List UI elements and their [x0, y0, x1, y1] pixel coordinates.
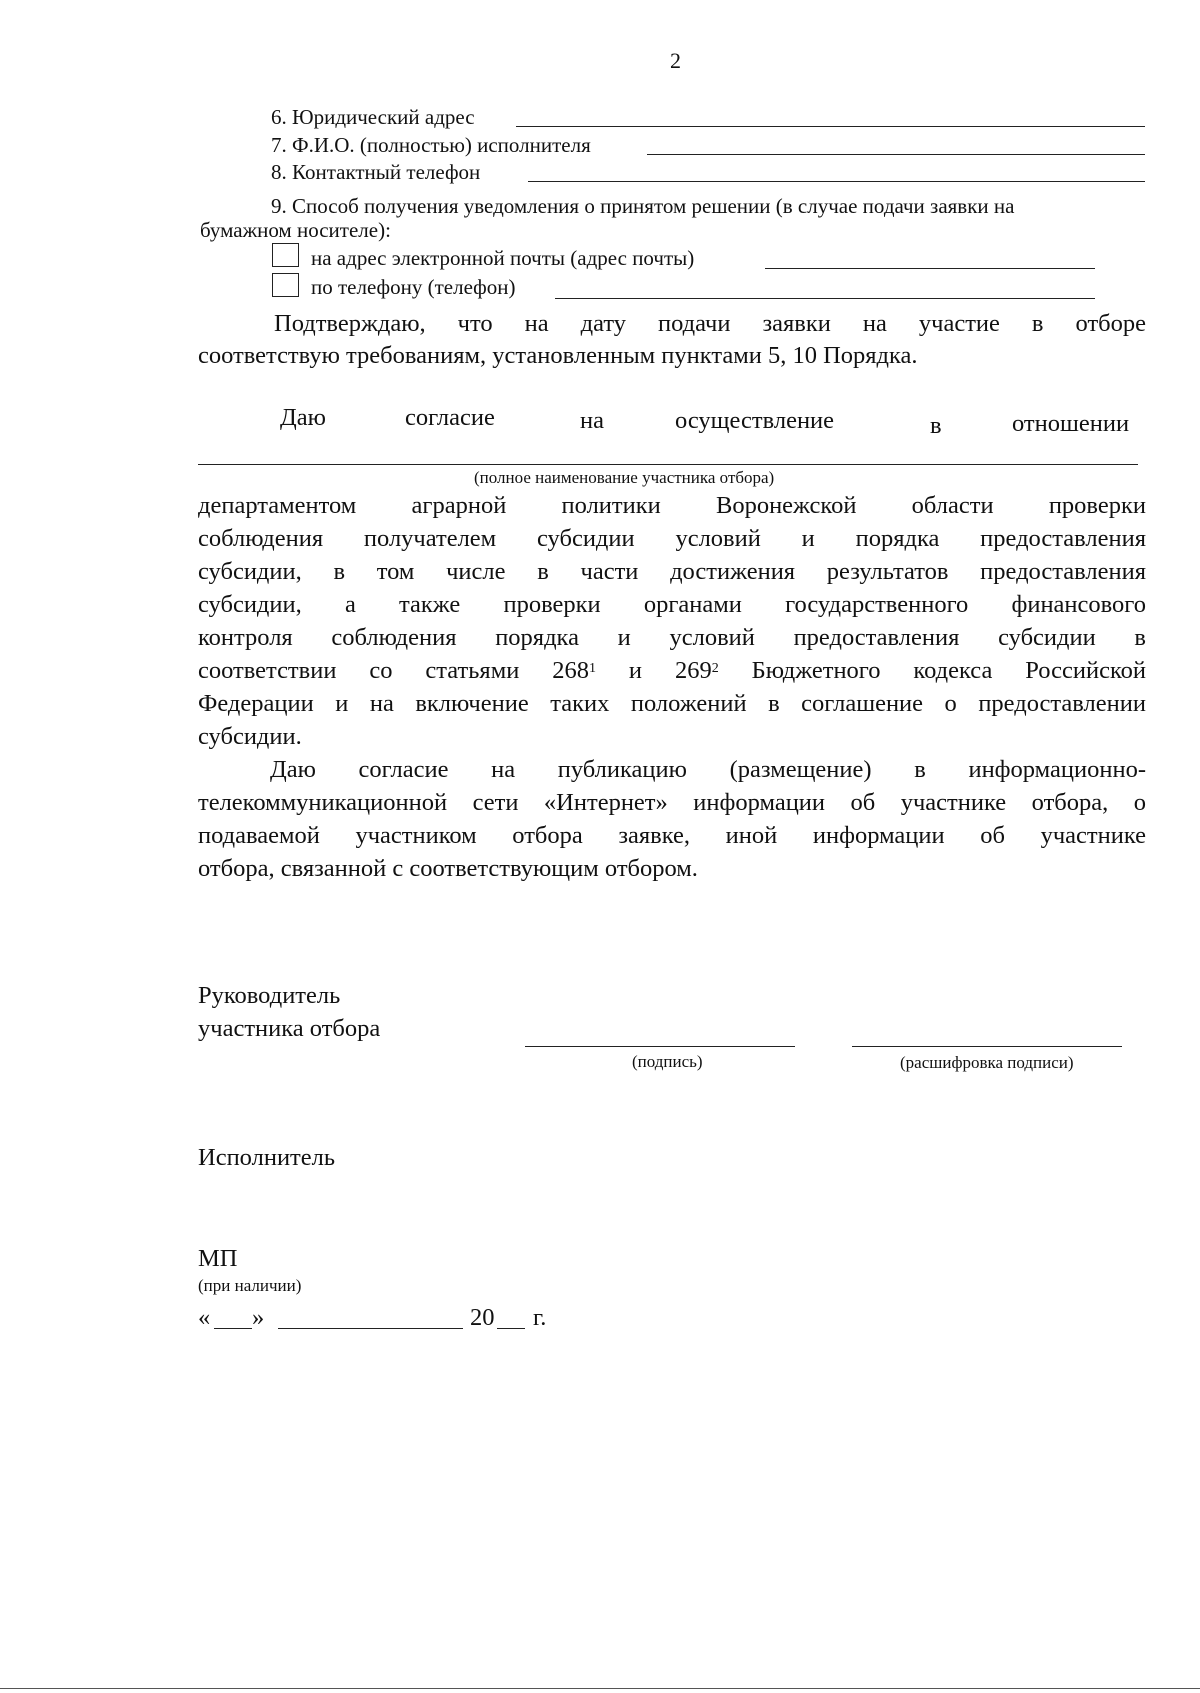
head-title-line-1: Руководитель	[198, 982, 341, 1009]
confirm-line-1: Подтверждаю, что на дату подачи заявки на участие в отборе	[274, 310, 1146, 337]
signature-line[interactable]	[525, 1046, 795, 1047]
email-address-line[interactable]	[765, 268, 1095, 269]
notification-method-line1: 9. Способ получения уведомления о принятом решении (в случае подачи заявки на	[271, 194, 1015, 218]
consent2-line-3: подаваемой участником отбора заявке, иной информации об участнике	[198, 822, 1146, 849]
stamp-note: (при наличии)	[198, 1276, 302, 1295]
date-month-line[interactable]	[278, 1328, 463, 1329]
email-option-label: на адрес электронной почты (адрес почты)	[311, 246, 695, 270]
consent-word-6: отношении	[1012, 410, 1130, 437]
contact-phone-label: 8. Контактный телефон	[271, 160, 481, 184]
consent1-line-7: Федерации и на включение таких положений в соглашение о предоставлении	[198, 690, 1146, 717]
signature-caption: (подпись)	[632, 1052, 703, 1071]
executor-name-label: 7. Ф.И.О. (полностью) исполнителя	[271, 133, 591, 157]
phone-number-line[interactable]	[555, 298, 1095, 299]
consent1-line-6	[198, 655, 1146, 687]
consent1-line-5: контроля соблюдения порядка и условий предоставления субсидии в	[198, 624, 1146, 651]
contact-phone-line[interactable]	[528, 181, 1145, 182]
consent-word-1: Даю	[280, 404, 326, 431]
stamp-label: МП	[198, 1245, 238, 1272]
consent-word-5: в	[930, 412, 942, 439]
consent1-line-6-part-b: и 269	[596, 657, 712, 684]
executor-name-line[interactable]	[647, 154, 1145, 155]
superscript-2: 2	[711, 661, 719, 676]
consent1-line-2: соблюдения получателем субсидии условий и порядка предоставления	[198, 525, 1146, 552]
date-year-suffix: г.	[533, 1304, 547, 1331]
consent2-line-1: Даю согласие на публикацию (размещение) в информационно-	[270, 756, 1146, 783]
consent1-line-8: субсидии.	[198, 723, 302, 750]
consent-word-4: осуществление	[675, 407, 835, 434]
executor-label: Исполнитель	[198, 1144, 336, 1171]
page-number: 2	[670, 48, 681, 73]
phone-option-label: по телефону (телефон)	[311, 275, 516, 299]
page-bottom-rule	[0, 1688, 1200, 1689]
superscript-1: 1	[589, 661, 596, 676]
consent1-line-1: департаментом аграрной политики Воронежской области проверки	[198, 492, 1146, 519]
participant-name-caption: (полное наименование участника отбора)	[474, 468, 775, 487]
head-title-line-2: участника отбора	[198, 1015, 381, 1042]
signature-decode-line[interactable]	[852, 1046, 1122, 1047]
legal-address-line[interactable]	[516, 126, 1145, 127]
date-day-line[interactable]	[214, 1328, 252, 1329]
date-year-line[interactable]	[497, 1328, 525, 1329]
consent-word-3: на	[580, 407, 604, 434]
date-year-prefix: 20	[470, 1304, 495, 1331]
signature-decode-caption: (расшифровка подписи)	[900, 1053, 1074, 1072]
date-open-quote: «	[198, 1304, 211, 1331]
date-close-quote: »	[252, 1304, 265, 1331]
legal-address-label: 6. Юридический адрес	[271, 105, 475, 129]
consent-word-2: согласие	[405, 404, 495, 431]
participant-name-line[interactable]	[198, 464, 1138, 465]
consent2-line-4: отбора, связанной с соответствующим отбором.	[198, 855, 698, 882]
email-option-checkbox[interactable]	[272, 243, 299, 267]
confirm-line-2: соответствую требованиям, установленным пунктами 5, 10 Порядка.	[198, 342, 918, 369]
notification-method-line2: бумажном носителе):	[200, 218, 391, 242]
consent1-line-4: субсидии, а также проверки органами государственного финансового	[198, 591, 1146, 618]
consent1-line-3: субсидии, в том числе в части достижения результатов предоставления	[198, 558, 1146, 585]
phone-option-checkbox[interactable]	[272, 273, 299, 297]
consent2-line-2: телекоммуникационной сети «Интернет» информации об участнике отбора, о	[198, 789, 1146, 816]
consent1-line-6-part-c: Бюджетного кодекса Российской	[718, 657, 1146, 684]
consent1-line-6-part-a: соответствии со статьями 268	[198, 657, 589, 684]
